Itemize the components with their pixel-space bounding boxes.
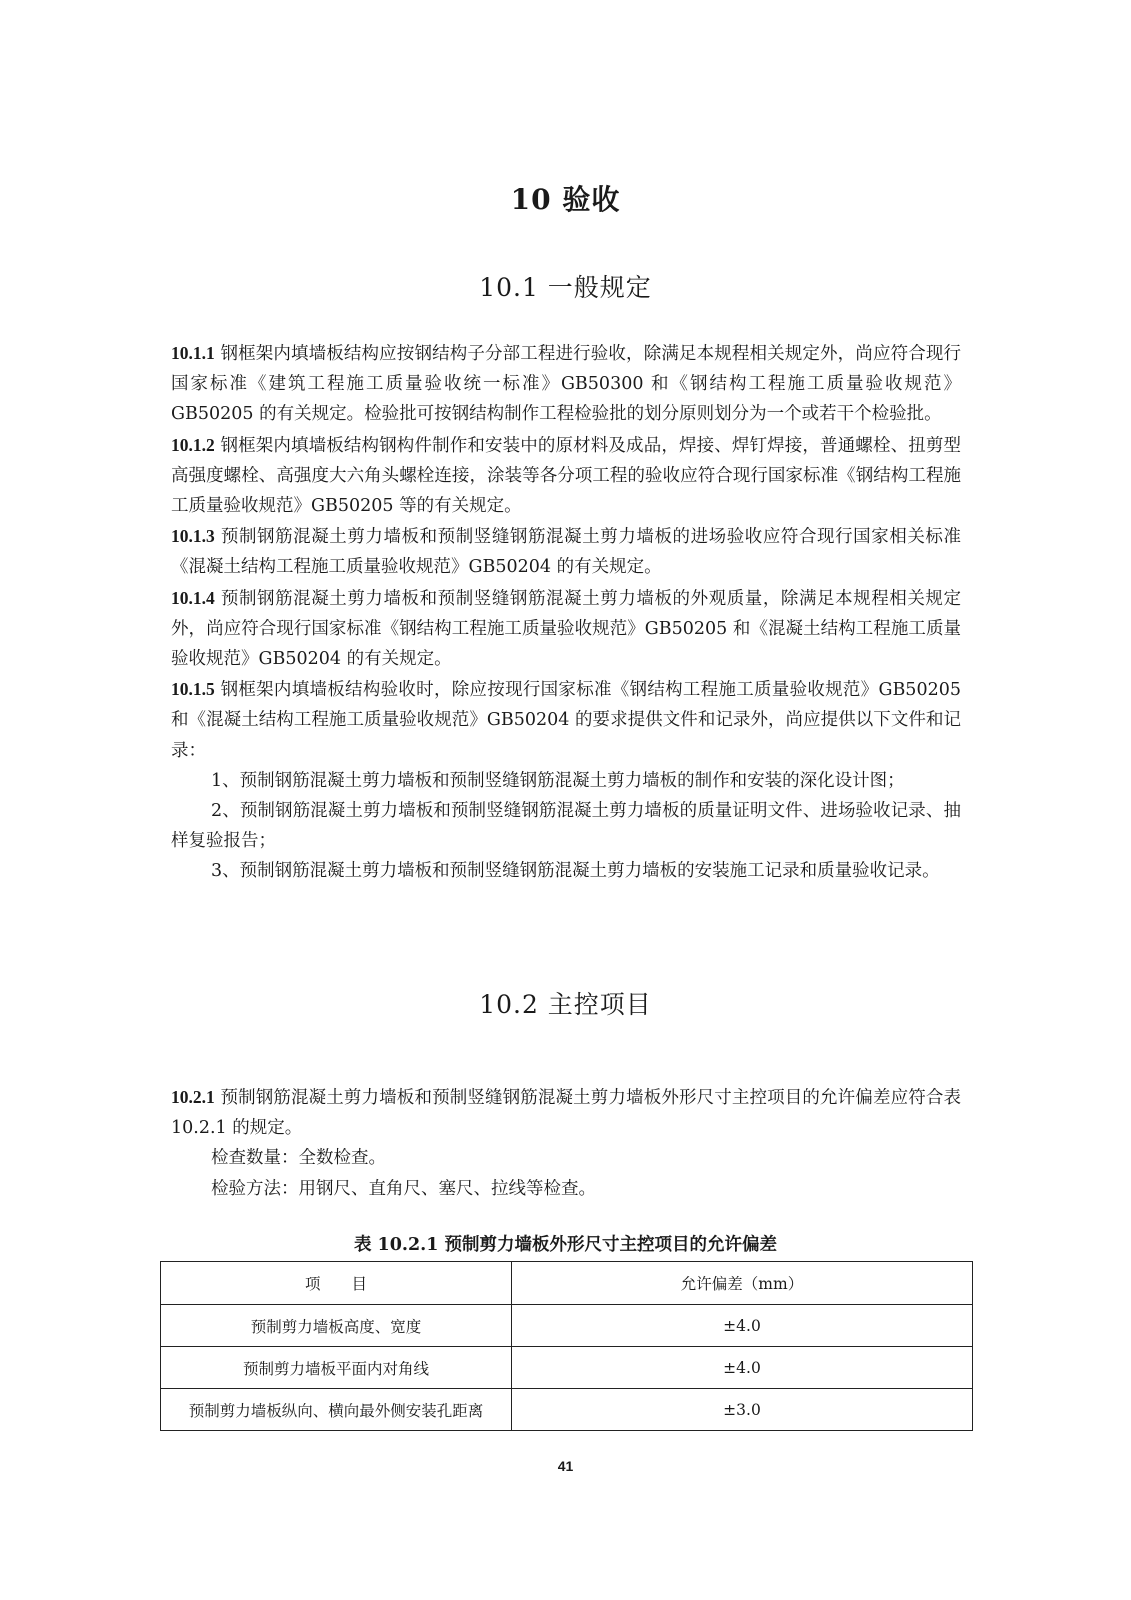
section-10-1-body: [171, 338, 961, 887]
clause-number: 10.1.5: [171, 679, 215, 700]
table-row: [161, 1305, 973, 1347]
page-number: 41: [557, 1458, 574, 1474]
section-10-2-body: [171, 1082, 961, 1204]
table-title: 表 10.2.1 预制剪力墙板外形尺寸主控项目的允许偏差: [353, 1235, 778, 1255]
table-header-row: [161, 1262, 973, 1305]
clause-text: 预制钢筋混凝土剪力墙板和预制竖缝钢筋混凝土剪力墙板的进场验收应符合现行国家相关标准《混凝土结构工程施工质量验收规范》GB50204 的有关规定。: [171, 527, 961, 578]
clause-10-1-3: [171, 521, 961, 582]
table-cell-tolerance: ±3.0: [512, 1389, 973, 1431]
clause-text: 预制钢筋混凝土剪力墙板和预制竖缝钢筋混凝土剪力墙板外形尺寸主控项目的允许偏差应符合表 10.2.1 的规定。: [171, 1088, 961, 1139]
clause-10-1-1: [171, 338, 961, 430]
chapter-title: 10 验收: [510, 183, 621, 216]
table-row: [161, 1389, 973, 1431]
table-cell-item: 预制剪力墙板纵向、横向最外侧安装孔距离: [161, 1389, 512, 1431]
clause-10-1-4: [171, 583, 961, 675]
table-cell-tolerance: ±4.0: [512, 1305, 973, 1347]
clause-text: 预制钢筋混凝土剪力墙板和预制竖缝钢筋混凝土剪力墙板的外观质量，除满足本规程相关规定外，尚应符合现行国家标准《钢结构工程施工质量验收规范》GB50205 和《混凝土结构工程施工质量验收规范》GB50204 的有关规定。: [171, 588, 961, 670]
list-item: 1、预制钢筋混凝土剪力墙板和预制竖缝钢筋混凝土剪力墙板的制作和安装的深化设计图；: [211, 770, 905, 791]
clause-number: 10.1.1: [171, 343, 215, 363]
clause-10-1-5: [171, 674, 961, 766]
section-title-10-2: 10.2 主控项目: [479, 990, 652, 1019]
clause-number: 10.2.1: [171, 1087, 215, 1107]
table-cell-item: 预制剪力墙板高度、宽度: [161, 1305, 512, 1347]
clause-10-2-1: [171, 1082, 961, 1143]
clause-text: 钢框架内填墙板结构钢构件制作和安装中的原材料及成品，焊接、焊钉焊接，普通螺栓、扭剪型高强度螺栓、高强度大六角头螺栓连接，涂装等各分项工程的验收应符合现行国家标准《钢结构工程施工质量验收规范》GB50205 等的有关规定。: [171, 435, 961, 517]
clause-text: 钢框架内填墙板结构验收时，除应按现行国家标准《钢结构工程施工质量验收规范》GB50205 和《混凝土结构工程施工质量验收规范》GB50204 的要求提供文件和记录外，尚应提供以下文件和记录：: [171, 680, 961, 761]
list-item: 3、预制钢筋混凝土剪力墙板和预制竖缝钢筋混凝土剪力墙板的安装施工记录和质量验收记录。: [211, 861, 940, 882]
tolerance-table: [160, 1261, 973, 1431]
table-cell-item: 预制剪力墙板平面内对角线: [161, 1347, 512, 1389]
inspection-method-note: 检验方法：用钢尺、直角尺、塞尺、拉线等检查。: [211, 1178, 596, 1199]
section-title-10-1: 10.1 一般规定: [479, 273, 652, 302]
table-cell-tolerance: ±4.0: [512, 1347, 973, 1389]
column-header-item: 项 目: [161, 1262, 512, 1305]
inspection-quantity-note: 检查数量：全数检查。: [211, 1148, 386, 1169]
clause-10-1-2: [171, 430, 961, 522]
clause-number: 10.1.4: [171, 587, 215, 608]
clause-text: 钢框架内填墙板结构应按钢结构子分部工程进行验收，除满足本规程相关规定外，尚应符合现行国家标准《建筑工程施工质量验收统一标准》GB50300 和《钢结构工程施工质量验收规范》GB50205 的有关规定。检验批可按钢结构制作工程检验批的划分原则划分为一个或若干个检验批。: [171, 344, 961, 425]
clause-number: 10.1.3: [171, 526, 215, 547]
list-item: 2、预制钢筋混凝土剪力墙板和预制竖缝钢筋混凝土剪力墙板的质量证明文件、进场验收记录、抽样复验报告；: [171, 801, 961, 852]
column-header-tolerance: 允许偏差（mm）: [512, 1262, 973, 1305]
table-row: [161, 1347, 973, 1389]
clause-number: 10.1.2: [171, 434, 215, 455]
